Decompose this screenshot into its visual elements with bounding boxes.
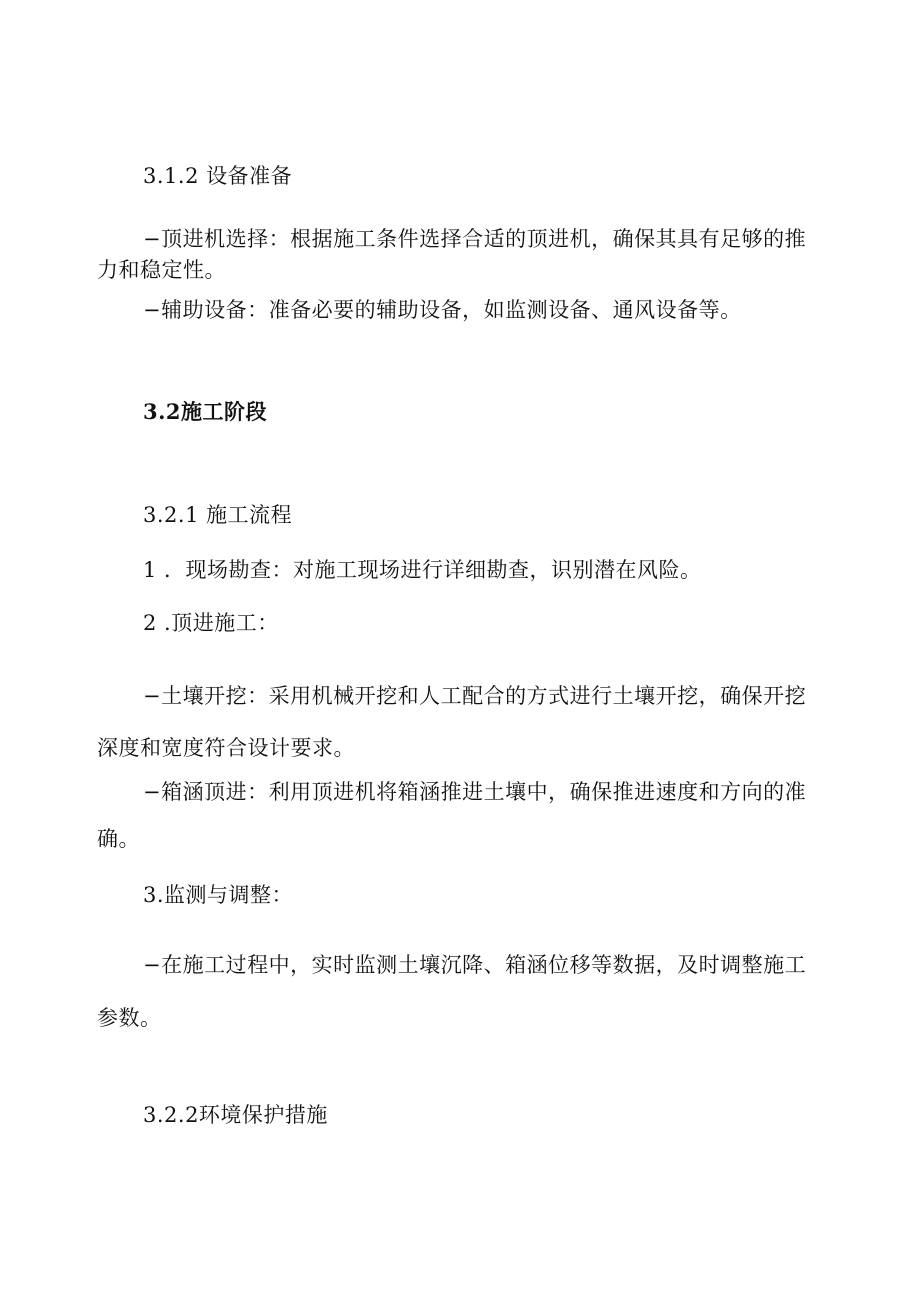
paragraph-line: 参数。: [97, 1006, 162, 1030]
paragraph-soil-excavation: [97, 682, 807, 762]
paragraph-line: −土壤开挖：采用机械开挖和人工配合的方式进行土壤开挖，确保开挖: [143, 684, 807, 708]
paragraph-jack-selection: [97, 225, 807, 284]
paragraph-line: 力和稳定性。: [97, 258, 226, 282]
paragraph-line: 确。: [97, 827, 140, 851]
paragraph-aux-equipment: −辅助设备：准备必要的辅助设备，如监测设备、通风设备等。: [143, 298, 742, 322]
heading-3-2: 3.2施工阶段: [143, 399, 268, 424]
paragraph-line: −在施工过程中，实时监测土壤沉降、箱涵位移等数据，及时调整施工: [143, 953, 807, 977]
paragraph-line: −顶进机选择：根据施工条件选择合适的顶进机，确保其具有足够的推: [143, 227, 807, 251]
paragraph-line: −箱涵顶进：利用顶进机将箱涵推进土壤中，确保推进速度和方向的准: [143, 780, 807, 804]
heading-3-1-2: 3.1.2 设备准备: [143, 164, 293, 188]
paragraph-monitoring: 3.监测与调整：: [143, 883, 294, 907]
heading-3-2-2: 3.2.2环境保护措施: [143, 1103, 328, 1127]
paragraph-site-survey: 1 ．现场勘查：对施工现场进行详细勘查，识别潜在风险。: [143, 558, 702, 582]
paragraph-line: 深度和宽度符合设计要求。: [97, 736, 355, 760]
paragraph-realtime: [97, 951, 807, 1032]
paragraph-box-culvert: [97, 778, 807, 853]
heading-3-2-1: 3.2.1 施工流程: [143, 503, 293, 527]
paragraph-jacking: 2 .顶进施工：: [143, 611, 279, 635]
